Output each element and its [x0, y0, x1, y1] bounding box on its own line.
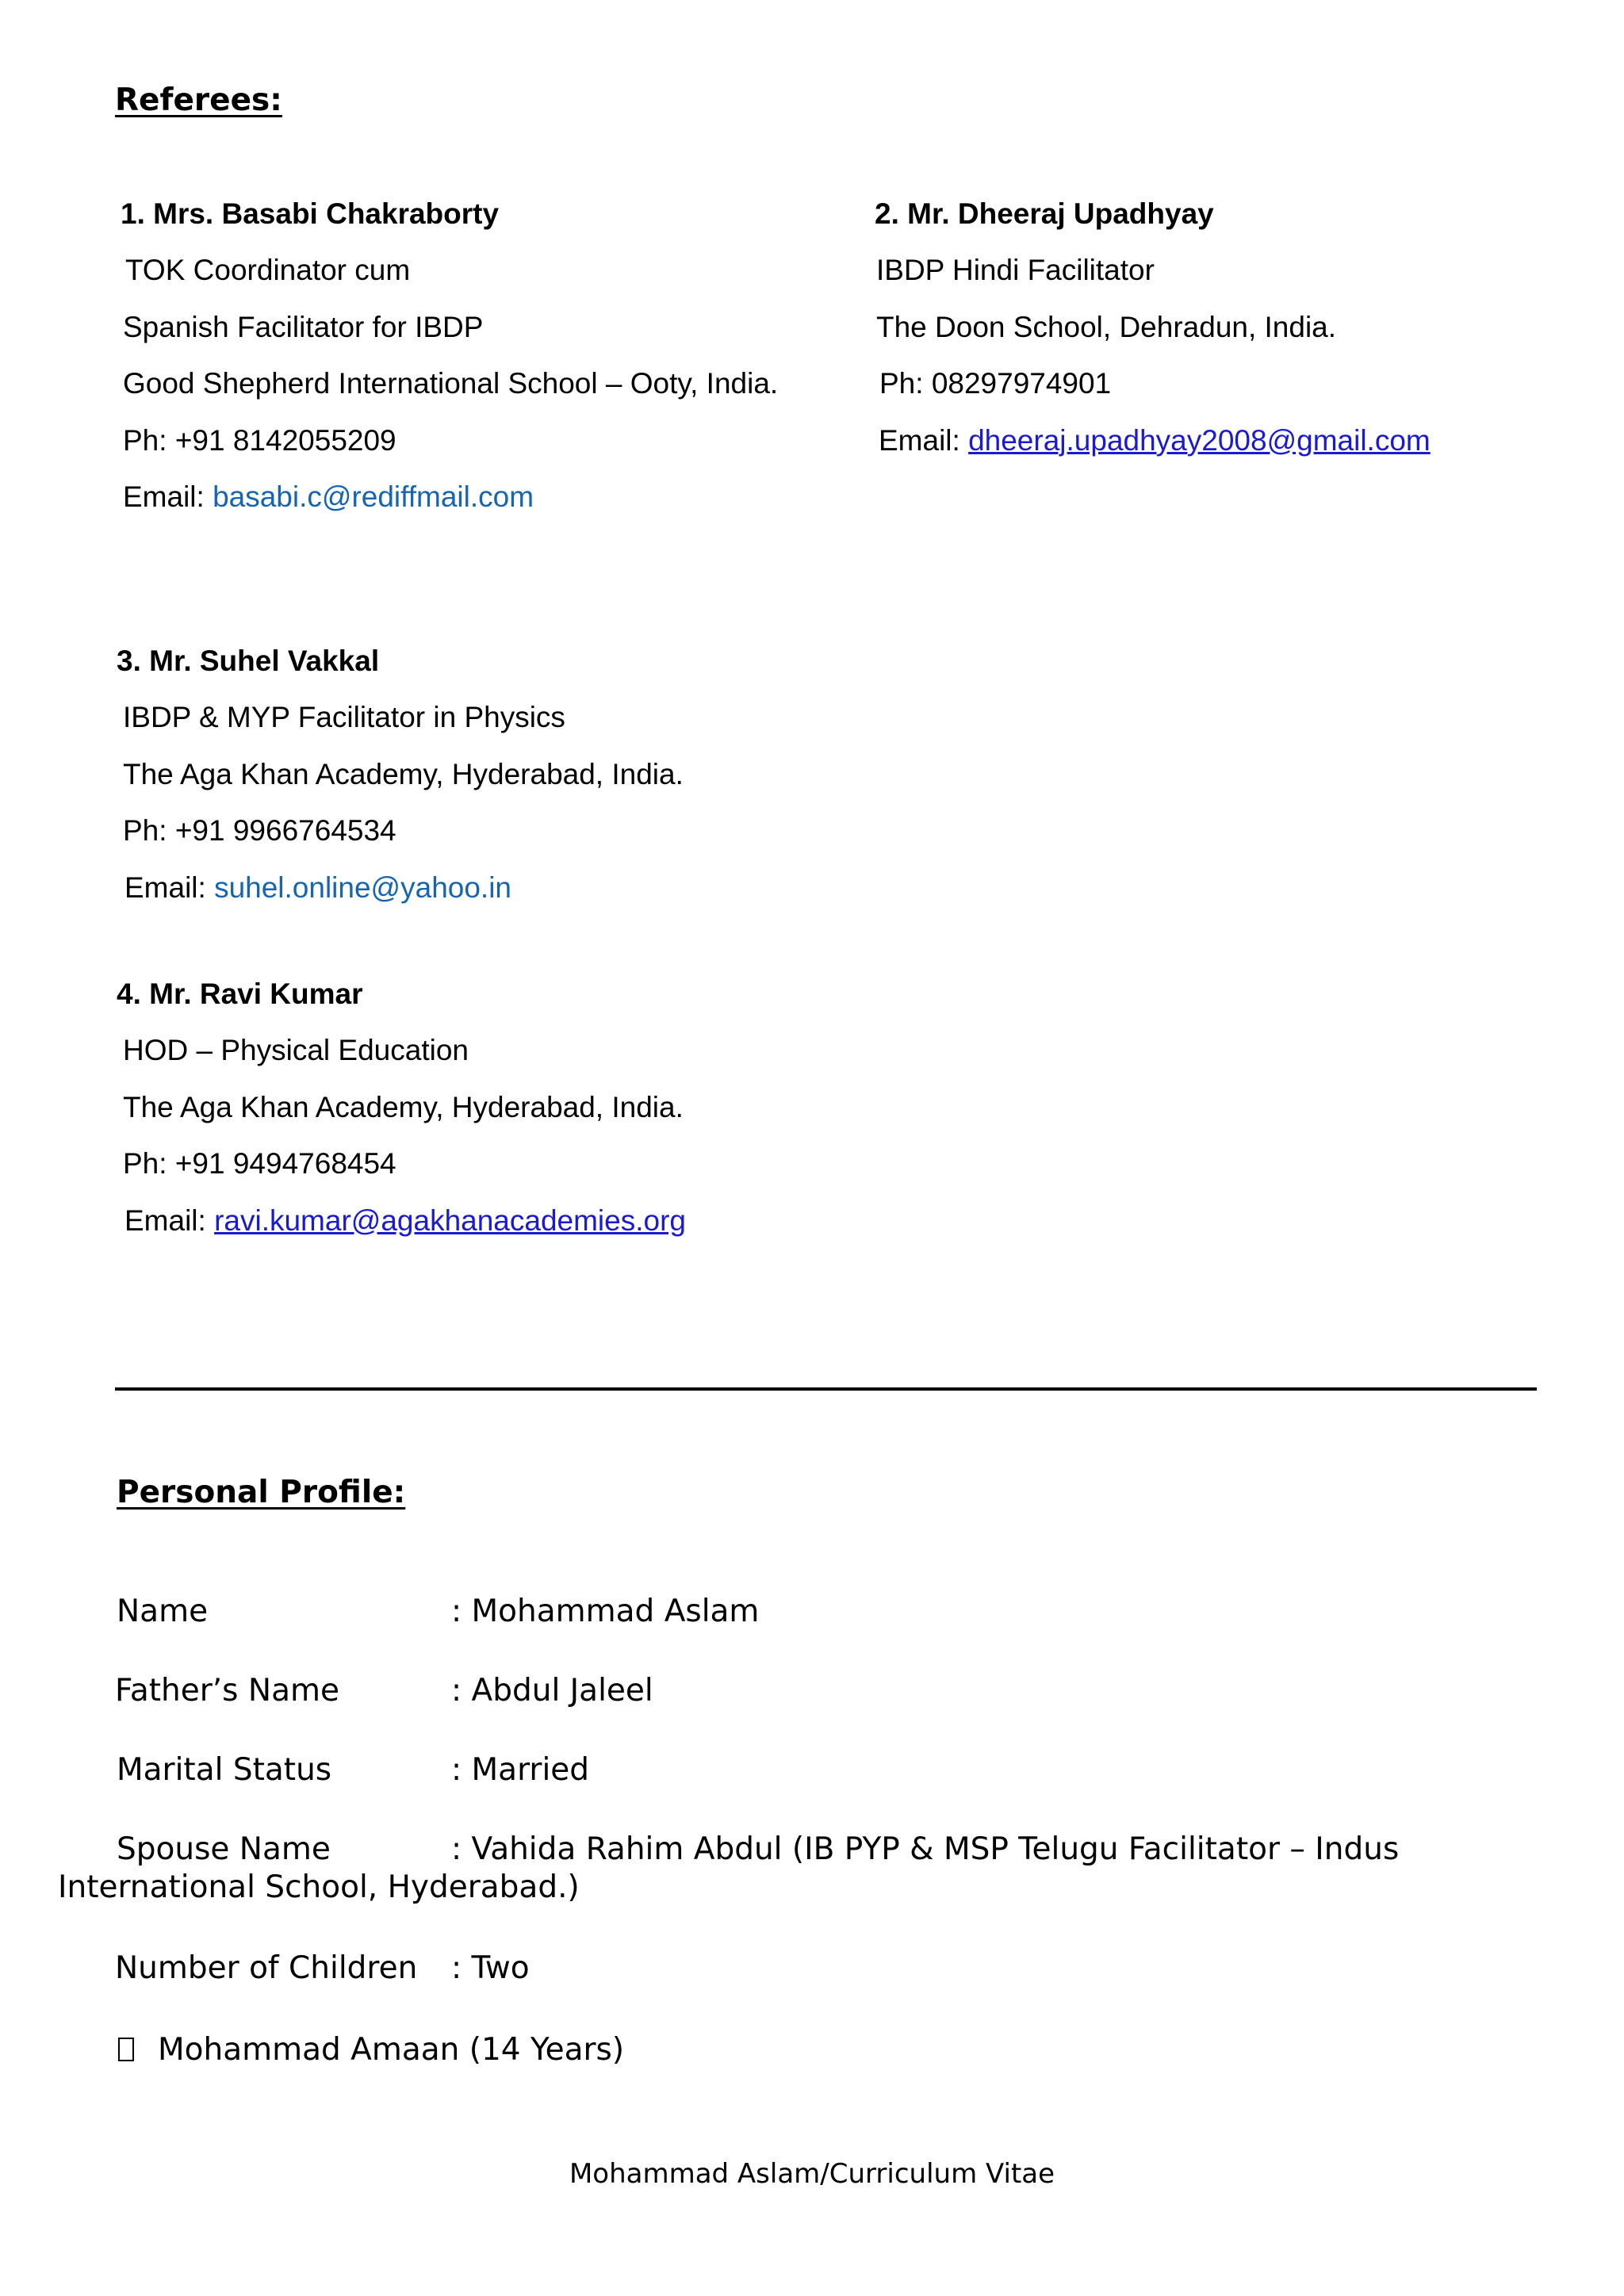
- profile-label: Number of Children: [115, 1950, 418, 1986]
- referees-heading: Referees:: [115, 82, 282, 118]
- profile-value: : Married: [451, 1752, 590, 1788]
- referee-line: Ph: 08297974901: [879, 367, 1112, 400]
- email-label: Email:: [124, 871, 215, 904]
- email-label: Email:: [123, 480, 213, 513]
- profile-value: : Two: [451, 1950, 530, 1986]
- referee-line: Ph: +91 9966764534: [123, 814, 396, 847]
- referee-email-link[interactable]: basabi.c@rediffmail.com: [213, 480, 534, 513]
- profile-label: Spouse Name: [117, 1831, 331, 1867]
- profile-row-spouse-continuation: International School, Hyderabad.): [58, 1869, 580, 1905]
- page-footer: Mohammad Aslam/Curriculum Vitae: [569, 2158, 1055, 2190]
- section-divider: [115, 1387, 1537, 1391]
- referee-email-row: [121, 469, 778, 526]
- referee-email-link[interactable]: ravi.kumar@agakhanacademies.org: [214, 1203, 686, 1237]
- profile-label: Name: [117, 1594, 209, 1629]
- referee-line: HOD – Physical Education: [123, 1034, 469, 1066]
- referee-line: Good Shepherd International School – Ooty, India.: [123, 367, 779, 400]
- profile-label: Father’s Name: [115, 1673, 339, 1709]
- referee-line: The Aga Khan Academy, Hyderabad, India.: [123, 757, 684, 790]
- referee-name: 2. Mr. Dheeraj Upadhyay: [875, 197, 1214, 230]
- email-label: Email:: [124, 1203, 215, 1237]
- referee-line: Ph: +91 8142055209: [123, 423, 396, 457]
- referee-name: 1. Mrs. Basabi Chakraborty: [121, 197, 500, 230]
- referee-email-row: [117, 1192, 686, 1249]
- referee-line: Spanish Facilitator for IBDP: [123, 310, 484, 343]
- profile-label: Marital Status: [117, 1752, 332, 1788]
- referee-email-link[interactable]: dheeraj.upadhyay2008@gmail.com: [968, 423, 1431, 457]
- referee-line: The Doon School, Dehradun, India.: [876, 310, 1337, 343]
- referee-line: IBDP & MYP Facilitator in Physics: [123, 701, 565, 733]
- referee-card: [117, 633, 684, 916]
- personal-profile-heading: Personal Profile:: [117, 1475, 406, 1510]
- profile-value: : Abdul Jaleel: [451, 1673, 653, 1709]
- profile-value: : Vahida Rahim Abdul (IB PYP & MSP Telugu Facilitator – Indus: [451, 1831, 1400, 1867]
- referee-email-link[interactable]: suhel.online@yahoo.in: [214, 871, 512, 904]
- referee-line: The Aga Khan Academy, Hyderabad, India.: [123, 1090, 684, 1123]
- referee-email-row: [875, 412, 1431, 469]
- email-label: Email:: [879, 423, 969, 457]
- profile-value: : Mohammad Aslam: [451, 1594, 760, 1629]
- referee-card: [121, 186, 778, 526]
- referee-name: 4. Mr. Ravi Kumar: [117, 978, 363, 1010]
- referee-card: [875, 186, 1431, 469]
- bullet-icon: [118, 2038, 134, 2061]
- child-name: Mohammad Amaan (14 Years): [158, 2032, 625, 2068]
- referee-line: IBDP Hindi Facilitator: [876, 254, 1155, 286]
- referee-email-row: [117, 859, 684, 916]
- referee-card: [117, 966, 686, 1249]
- referee-line: Ph: +91 9494768454: [123, 1147, 396, 1180]
- referee-name: 3. Mr. Suhel Vakkal: [117, 645, 380, 677]
- child-list-item: [118, 2032, 624, 2068]
- referee-line: TOK Coordinator cum: [125, 254, 411, 286]
